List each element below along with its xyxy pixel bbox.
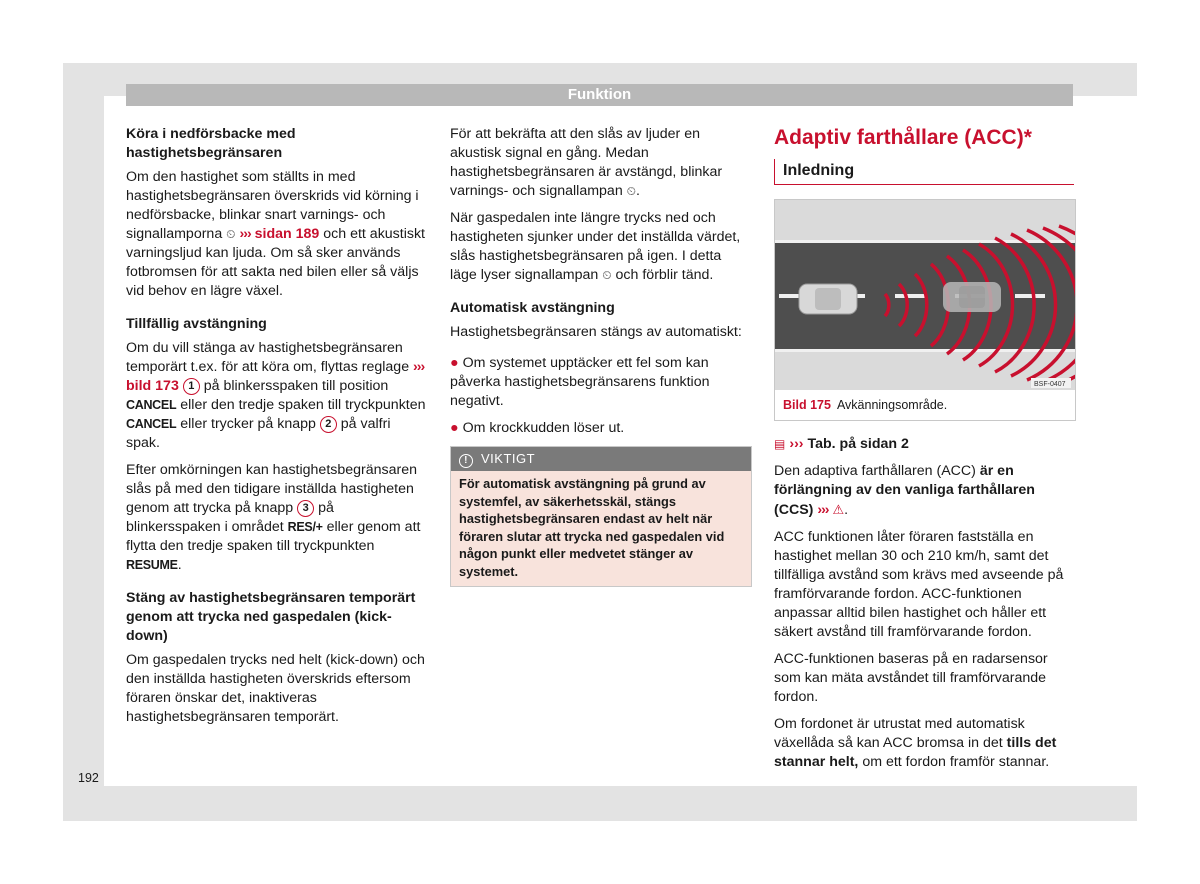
heading-temporary-off: Tillfällig avstängning [126, 316, 267, 332]
figure-caption: Bild 175 Avkänningsområde. [783, 398, 948, 412]
label-resume: RESUME [126, 558, 178, 572]
link-warning[interactable]: ››› ⚠ [817, 502, 845, 518]
warning-box [450, 446, 752, 587]
paragraph-downhill: Om den hastighet som ställts in med hastighetsbegränsaren överskrids vid körning i nedförsbacke, blinkar snart varnings- och signallamporna ⏲ ››› sidan 189 och ett akustiskt varningsljud kan ljuda. Om så sker används fotbromsen för att sakta ned bilen eller så väljs vid behov en lägre växel. [126, 169, 425, 299]
link-page-189[interactable]: ››› sidan 189 [239, 226, 320, 242]
speedometer-lamp-icon: ⏲ [626, 184, 637, 198]
paragraph-acc-intro: Den adaptiva farthållaren (ACC) är en förlängning av den vanliga farthållaren (CCS) ››› ⚠. [774, 463, 1035, 518]
speedometer-lamp-icon: ⏲ [602, 268, 612, 282]
paragraph-reactivate: När gaspedalen inte längre trycks ned och hastigheten sjunker under det inställda värdet, slås hastighetsbegränsaren på igen. I detta läge lyser signallampan ⏲ och förblir tänd. [450, 210, 741, 283]
paragraph-confirm: För att bekräfta att den slås av ljuder en akustisk signal en gång. Medan hastighetsbegränsaren är avstängd, blinkar varnings- och signallampan ⏲. [450, 126, 723, 199]
warning-text: För automatisk avstängning på grund av systemfel, av säkerhetsskäl, stängs hastighetsbegränsaren endast av helt när föraren slutar att trycka ned gaspedalen vid någon punkt eller medvetet stänger av systemet. [451, 471, 751, 586]
list-item: ● Om systemet upptäcker ett fel som kan påverka hastighetsbegränsarens funktion negativt. [450, 355, 710, 409]
paragraph-acc-brake: Om fordonet är utrustat med automatisk växellåda så kan ACC bromsa in det tills det stannar helt, om ett fordon framför stannar. [774, 716, 1057, 770]
label-cancel: CANCEL [126, 398, 177, 412]
warning-header: ! VIKTIGT [451, 447, 751, 471]
page-number: 192 [78, 771, 99, 785]
heading-downhill: Köra i nedförsbacke med hastighetsbegränsaren [126, 126, 296, 161]
figure-code: BSF-0407 [1034, 381, 1066, 388]
column-left [126, 125, 428, 735]
paragraph-auto-off: Hastighetsbegränsaren stängs av automatiskt: [450, 324, 742, 340]
link-table-page-2[interactable]: ▤ ››› Tab. på sidan 2 [774, 436, 909, 452]
heading-kickdown: Stäng av hastighetsbegränsaren temporärt genom att trycka ned gaspedalen (kick-down) [126, 590, 416, 644]
paragraph-resume: Efter omkörningen kan hastighetsbegränsaren slås på med den tidigare inställda hastigheten genom att trycka på knapp 3 på blinkersspaken i området RES/+ eller genom att flytta den tredje spaken till tryckpunkten RESUME. [126, 462, 421, 573]
heading-auto-off: Automatisk avstängning [450, 300, 615, 316]
callout-1: 1 [183, 378, 200, 395]
column-right [774, 125, 1074, 780]
callout-3: 3 [297, 500, 314, 517]
warning-triangle-icon: ⚠ [832, 502, 845, 517]
section-title-acc: Adaptiv farthållare (ACC)* [774, 126, 1032, 149]
label-res: RES/+ [287, 520, 323, 534]
book-reference-icon: ▤ [774, 437, 786, 451]
paragraph-kickdown: Om gaspedalen trycks ned helt (kick-down) och den inställda hastigheten överskrids eftersom föraren önskar det, inaktiveras hastighetsbegränsaren temporärt. [126, 652, 425, 725]
paragraph-temporary-off: Om du vill stänga av hastighetsbegränsaren temporärt t.ex. för att köra om, flyttas reglage ››› bild 173 1 på blinkersspaken till position CANCEL eller den tredje spaken till tryckpunkten CANCEL eller trycker på knapp 2 på valfri spak. [126, 340, 426, 451]
link-figure-173[interactable]: ››› bild 173 [126, 359, 425, 394]
figure-175 [774, 199, 1076, 421]
paragraph-acc-function: ACC funktionen låter föraren fastställa en hastighet mellan 30 och 210 km/h, samt det tillfälliga avstånd som krävs med avseende på framförvarande fordon. ACC-funktionen anpassar alltid bilen hastighet och håller ett säkert avstånd till framförvarande fordon. [774, 529, 1064, 640]
info-exclamation-icon: ! [459, 454, 473, 468]
list-item: ● Om krockkudden löser ut. [450, 420, 625, 436]
label-cancel-2: CANCEL [126, 417, 177, 431]
section-header: Funktion [126, 84, 1073, 106]
paragraph-acc-radar: ACC-funktionen baseras på en radarsensor som kan mäta avståndet till framförvarande fordon. [774, 651, 1048, 705]
speedometer-lamp-icon: ⏲ [226, 227, 236, 241]
figure-illustration [775, 200, 1075, 390]
callout-2: 2 [320, 416, 337, 433]
radar-illustration [775, 200, 1075, 390]
subheading-intro: Inledning [774, 159, 1074, 185]
column-middle [450, 125, 752, 587]
